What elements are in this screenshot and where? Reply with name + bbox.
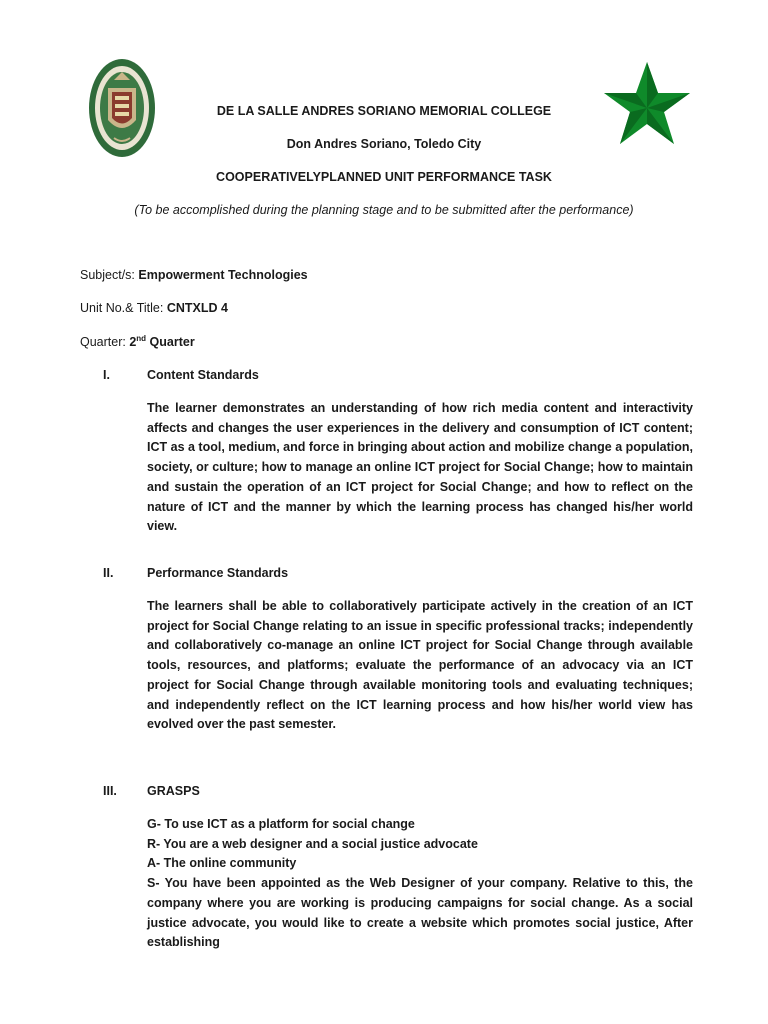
grasps-role: R- You are a web designer and a social justice advocate [147,836,478,851]
quarter-suffix: nd [136,334,147,343]
task-title: COOPERATIVELYPLANNED UNIT PERFORMANCE TASK [216,170,552,184]
section-title: Content Standards [147,368,259,382]
section-numeral: I. [103,368,110,382]
subject-label: Subject/s: [80,268,139,282]
content-standards-body: The learner demonstrates an understanding of how rich media content and interactivity affects and changes the user experiences in the delivery and consumption of ICT content; ICT as a tool, medium, and force in bringing about action and mobilize change a population, society, or culture; how to manage an online ICT project for Social Change; how to maintain and sustain the operation of an ICT project for Social Change; and how to reflect on the nature of ICT and the manner by which the learning process has changed his/her world view. [147,401,693,534]
quarter-line [80,334,195,349]
grasps-list [147,815,693,953]
quarter-word: Quarter [146,335,195,350]
institution-name: DE LA SALLE ANDRES SORIANO MEMORIAL COLLEGE [216,104,552,118]
unit-label: Unit No.& Title: [80,301,167,315]
institution-address: Don Andres Soriano, Toledo City [286,137,482,151]
section-title: GRASPS [147,784,200,798]
grasps-situation: S- You have been appointed as the Web Designer of your company. Relative to this, the company where you are working is producing campaigns for social change. As a social justice advocate, you would like to create a website which promotes social justice, After establishing [147,876,693,950]
quarter-label: Quarter: [80,335,130,350]
grasps-audience: A- The online community [147,856,297,871]
section-numeral: II. [103,566,114,580]
section-numeral: III. [103,784,117,798]
grasps-goal: G- To use ICT as a platform for social change [147,817,415,831]
subject-line [80,268,308,282]
unit-value: CNTXLD 4 [166,301,228,315]
subject-value: Empowerment Technologies [138,268,308,282]
quarter-number: 2 [129,335,137,350]
unit-line [80,301,228,315]
section-title: Performance Standards [147,566,289,580]
performance-standards-body: The learners shall be able to collaboratively participate actively in the creation of an ICT project for Social Change relating to an issue in specific professional tracks; independently and collaboratively co-manage an online ICT project for Social Change through available tools, resources, and platforms; evaluate the performance of an advocacy via an ICT project for Social Change through available monitoring tools and evaluating techniques; and independently reflect on the ICT learning process and how his/her world view has evolved over the past semester. [147,599,693,732]
task-instruction: (To be accomplished during the planning stage and to be submitted after the performance) [134,203,634,217]
